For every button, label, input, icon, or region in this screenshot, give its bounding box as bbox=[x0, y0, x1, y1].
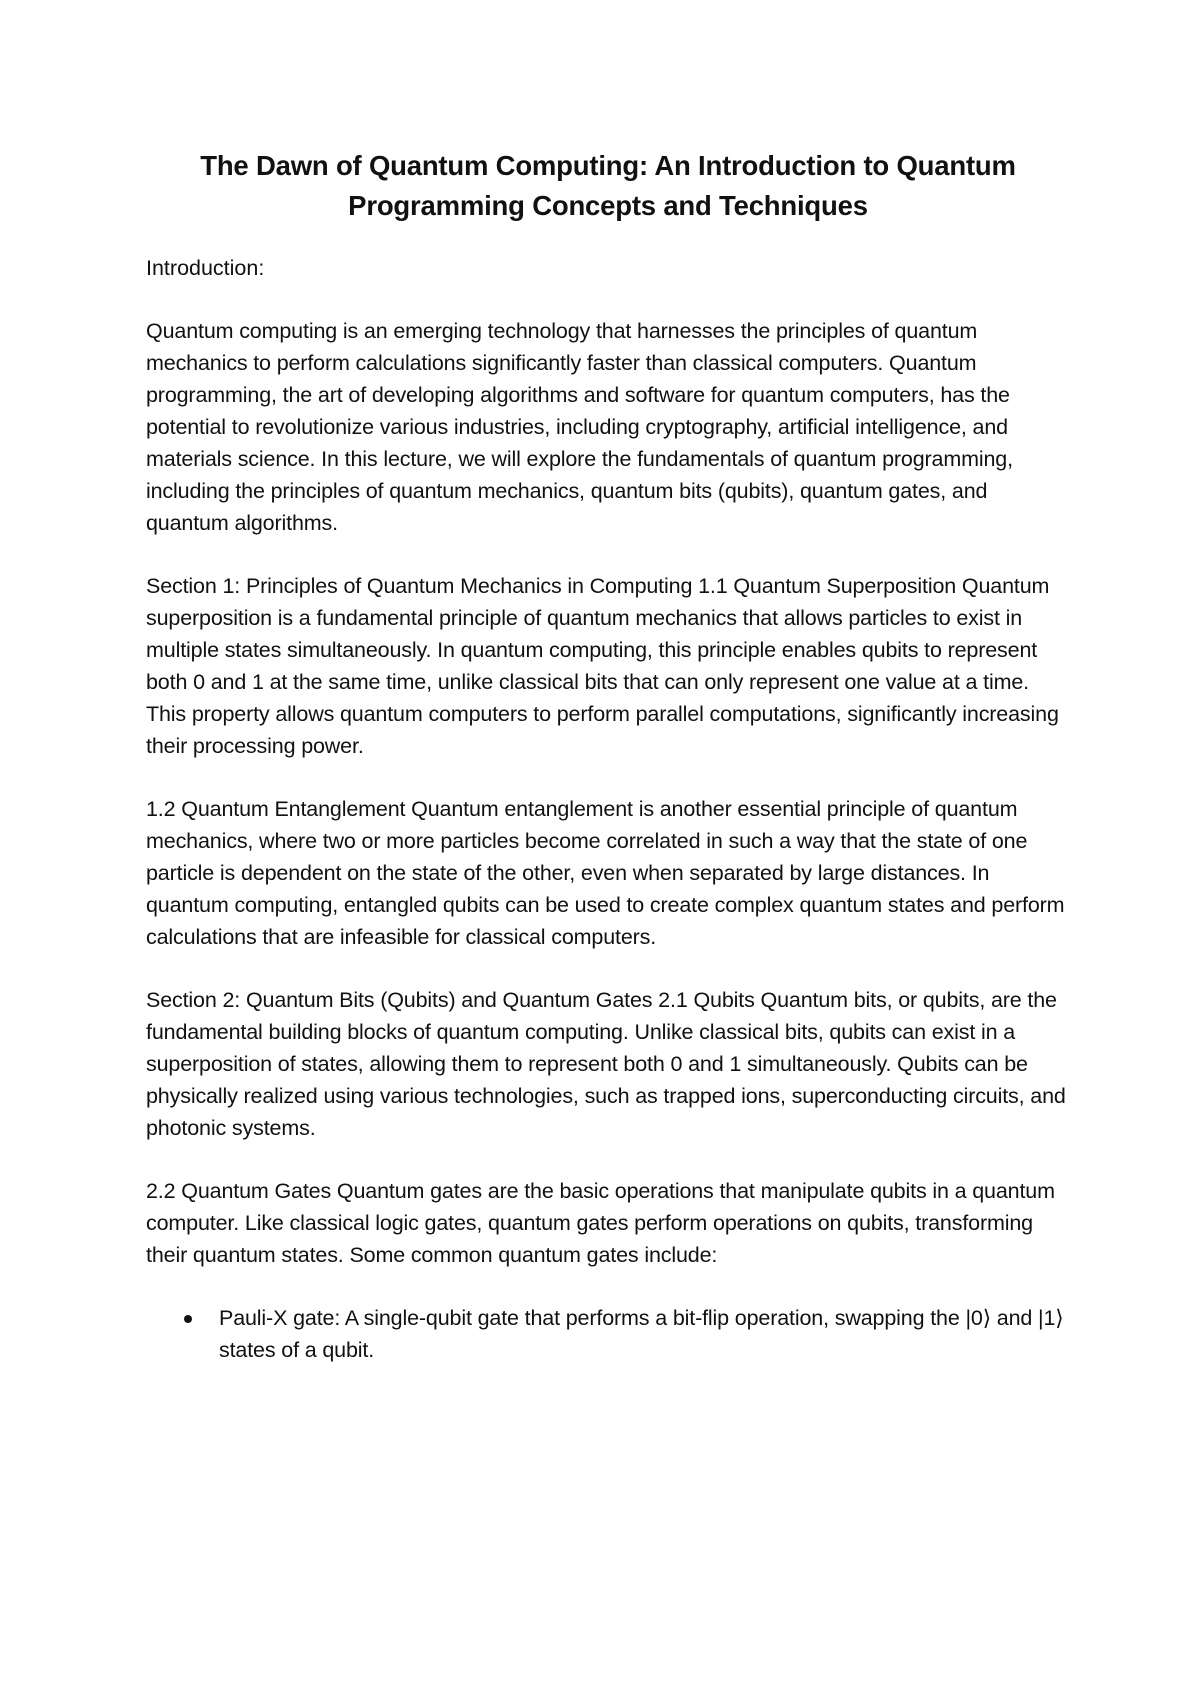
section-2-gates-paragraph: 2.2 Quantum Gates Quantum gates are the basic operations that manipulate qubits in a quantum computer. Like classical logic gates, quantum gates perform operations on qubits, transforming their quantum states. Some common quantum gates include: bbox=[146, 1179, 1055, 1267]
introduction-label: Introduction: bbox=[146, 256, 265, 280]
bullet-icon bbox=[184, 1315, 192, 1323]
pauli-x-gate-text: Pauli-X gate: A single-qubit gate that performs a bit-flip operation, swapping the |0⟩ and |1⟩ states of a qubit. bbox=[219, 1306, 1064, 1362]
section-1-entanglement-paragraph: 1.2 Quantum Entanglement Quantum entanglement is another essential principle of quantum mechanics, where two or more particles become correlated in such a way that the state of one particle is dependent on the state of the other, even when separated by large distances. In quantum computing, entangled qubits can be used to create complex quantum states and perform calculations that are infeasible for classical computers. bbox=[146, 797, 1065, 949]
section-1-superposition-paragraph: Section 1: Principles of Quantum Mechanics in Computing 1.1 Quantum Superposition Quantum superposition is a fundamental principle of quantum mechanics that allows particles to exist in multiple states simultaneously. In quantum computing, this principle enables qubits to represent both 0 and 1 at the same time, unlike classical bits that can only represent one value at a time. This property allows quantum computers to perform parallel computations, significantly increasing their processing power. bbox=[146, 574, 1059, 758]
intro-paragraph: Quantum computing is an emerging technology that harnesses the principles of quantum mechanics to perform calculations significantly faster than classical computers. Quantum programming, the art of developing algorithms and software for quantum computers, has the potential to revolutionize various industries, including cryptography, artificial intelligence, and materials science. In this lecture, we will explore the fundamentals of quantum programming, including the principles of quantum mechanics, quantum bits (qubits), quantum gates, and quantum algorithms. bbox=[146, 319, 1013, 535]
list-item bbox=[146, 1302, 1070, 1366]
section-2-qubits-paragraph: Section 2: Quantum Bits (Qubits) and Quantum Gates 2.1 Qubits Quantum bits, or qubits, are the fundamental building blocks of quantum computing. Unlike classical bits, qubits can exist in a superposition of states, allowing them to represent both 0 and 1 simultaneously. Qubits can be physically realized using various technologies, such as trapped ions, superconducting circuits, and photonic systems. bbox=[146, 988, 1066, 1140]
document-title: The Dawn of Quantum Computing: An Introduction to Quantum Programming Concepts and Techniques bbox=[200, 150, 1016, 221]
gates-bullet-list bbox=[146, 1302, 1070, 1366]
document-content bbox=[146, 146, 1070, 1366]
